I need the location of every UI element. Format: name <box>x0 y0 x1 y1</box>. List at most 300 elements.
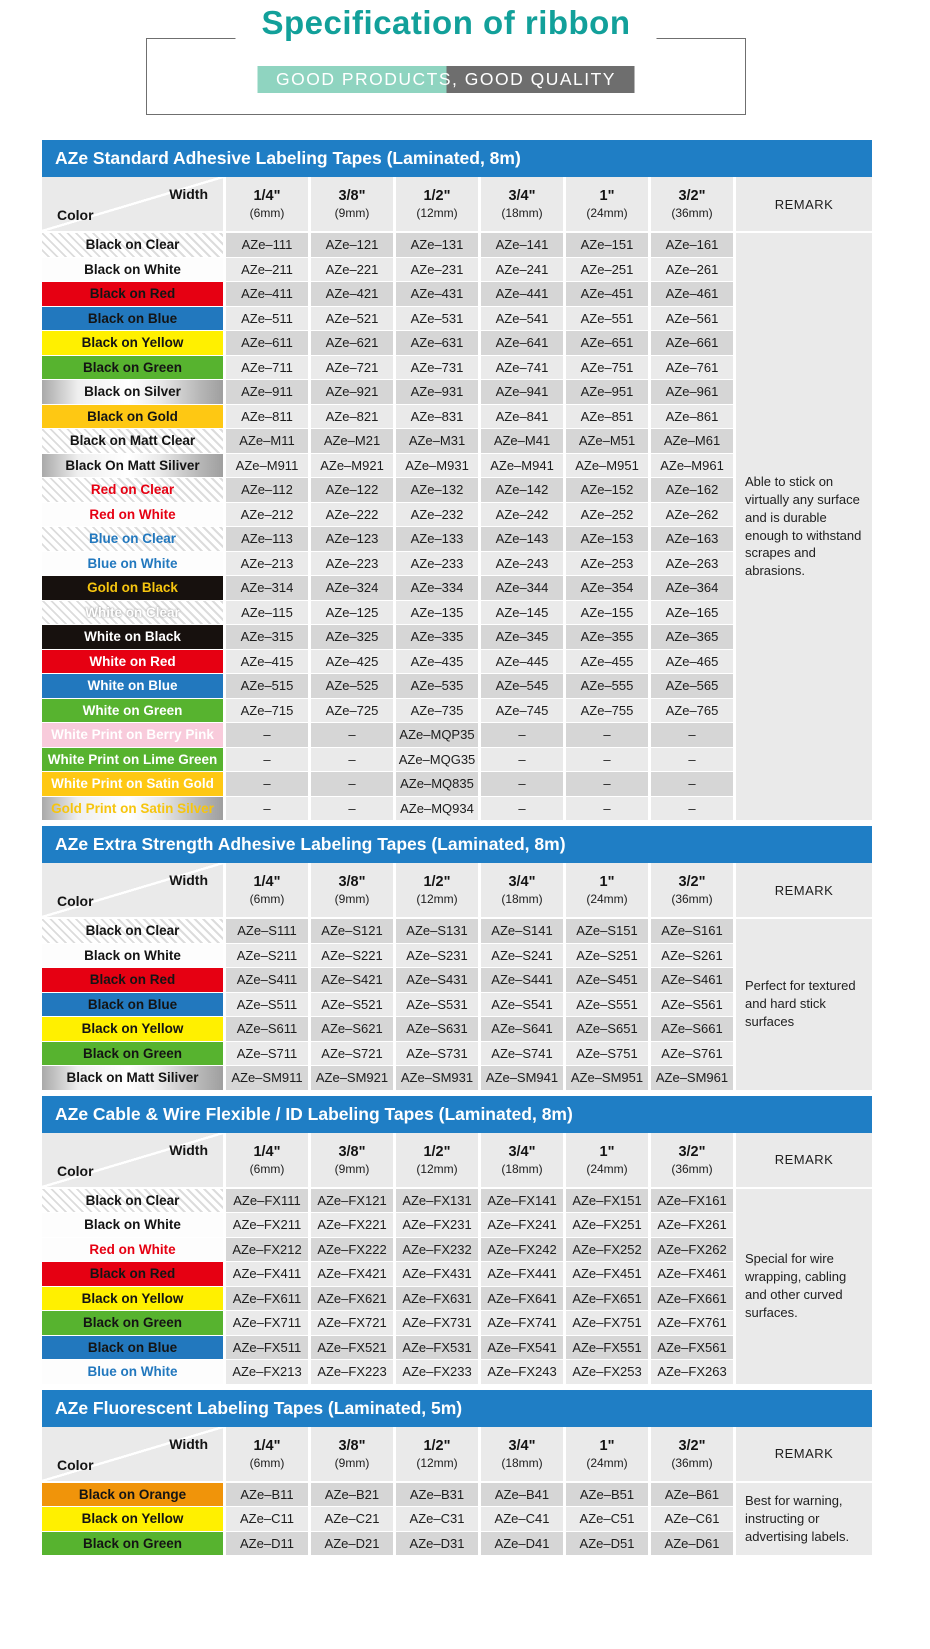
column-header-row <box>42 1133 733 1187</box>
code-cell: AZe–545 <box>481 674 563 698</box>
code-cell: AZe–FX233 <box>396 1360 478 1384</box>
code-cell: AZe–FX232 <box>396 1238 478 1262</box>
table-left <box>42 1427 733 1556</box>
code-cell: AZe–761 <box>651 356 733 380</box>
color-label-cell: Blue on Clear <box>42 527 223 551</box>
code-cell: AZe–FX161 <box>651 1189 733 1213</box>
code-cell: AZe–MQ835 <box>396 772 478 796</box>
code-cell: AZe–FX511 <box>226 1336 308 1360</box>
code-cell: AZe–421 <box>311 282 393 306</box>
code-cell: AZe–S421 <box>311 968 393 992</box>
code-cell: – <box>651 748 733 772</box>
code-cell: AZe–FX621 <box>311 1287 393 1311</box>
color-label-cell: Red on White <box>42 503 223 527</box>
remark-column <box>736 1133 872 1384</box>
code-cell: AZe–FX411 <box>226 1262 308 1286</box>
color-label-cell: Black on Yellow <box>42 1507 223 1531</box>
code-cell: AZe–SM941 <box>481 1066 563 1090</box>
code-cell: AZe–152 <box>566 478 648 502</box>
width-inch: 3/8" <box>338 188 366 204</box>
column-header-row <box>42 177 733 231</box>
code-cell: – <box>311 748 393 772</box>
code-cell: AZe–751 <box>566 356 648 380</box>
code-cell: AZe–S461 <box>651 968 733 992</box>
table-row <box>42 282 733 306</box>
code-cell: AZe–C51 <box>566 1507 648 1531</box>
width-header-cell <box>566 863 648 917</box>
code-cell: AZe–D41 <box>481 1532 563 1556</box>
color-label-cell: Black on Silver <box>42 380 223 404</box>
code-cell: AZe–M31 <box>396 429 478 453</box>
code-cell: – <box>311 797 393 821</box>
code-cell: AZe–S131 <box>396 919 478 943</box>
code-cell: AZe–B11 <box>226 1483 308 1507</box>
code-cell: AZe–B41 <box>481 1483 563 1507</box>
code-cell: AZe–FX551 <box>566 1336 648 1360</box>
color-label-cell: Gold Print on Satin Silver <box>42 797 223 821</box>
code-cell: AZe–S121 <box>311 919 393 943</box>
color-label: Color <box>57 1456 94 1473</box>
code-cell: AZe–FX611 <box>226 1287 308 1311</box>
code-cell: AZe–411 <box>226 282 308 306</box>
color-label-cell: Black on Clear <box>42 1189 223 1213</box>
width-inch: 1/2" <box>423 874 451 890</box>
code-cell: AZe–911 <box>226 380 308 404</box>
table-row <box>42 1507 733 1531</box>
width-mm: (24mm) <box>586 892 628 906</box>
code-cell: – <box>651 772 733 796</box>
code-cell: AZe–233 <box>396 552 478 576</box>
code-cell: AZe–FX141 <box>481 1189 563 1213</box>
table-row <box>42 650 733 674</box>
width-inch: 3/2" <box>678 1437 706 1454</box>
code-cell: AZe–SM951 <box>566 1066 648 1090</box>
width-header-cell <box>566 1133 648 1187</box>
code-cell: AZe–445 <box>481 650 563 674</box>
table-row <box>42 503 733 527</box>
column-header-row <box>42 863 733 917</box>
code-cell: AZe–FX231 <box>396 1213 478 1237</box>
code-cell: AZe–FX222 <box>311 1238 393 1262</box>
table-row <box>42 552 733 576</box>
color-label-cell: Black on Red <box>42 1262 223 1286</box>
table-row <box>42 699 733 723</box>
code-cell: AZe–451 <box>566 282 648 306</box>
code-cell: AZe–651 <box>566 331 648 355</box>
code-cell: AZe–364 <box>651 576 733 600</box>
code-cell: – <box>226 723 308 747</box>
width-mm: (18mm) <box>501 1161 543 1176</box>
width-inch: 1" <box>599 1437 615 1454</box>
code-cell: AZe–MQP35 <box>396 723 478 747</box>
color-label: Color <box>57 893 94 909</box>
width-mm: (18mm) <box>501 206 543 220</box>
code-cell: AZe–223 <box>311 552 393 576</box>
width-mm: (6mm) <box>249 1455 285 1470</box>
table-row <box>42 944 733 968</box>
code-cell: AZe–735 <box>396 699 478 723</box>
remark-header-cell: REMARK <box>736 1133 872 1187</box>
color-label: Color <box>57 207 94 223</box>
color-label-cell: Black on Blue <box>42 993 223 1017</box>
width-inch: 1/4" <box>253 188 281 204</box>
code-cell: AZe–S641 <box>481 1017 563 1041</box>
code-cell: AZe–M921 <box>311 454 393 478</box>
width-header-cell <box>651 177 733 231</box>
code-cell: – <box>226 748 308 772</box>
code-cell: AZe–745 <box>481 699 563 723</box>
code-cell: AZe–851 <box>566 405 648 429</box>
code-cell: AZe–132 <box>396 478 478 502</box>
code-cell: AZe–125 <box>311 601 393 625</box>
width-mm: (18mm) <box>501 1455 543 1470</box>
banner-text: GOOD PRODUCTS, GOOD QUALITY <box>276 69 616 89</box>
code-cell: AZe–D51 <box>566 1532 648 1556</box>
table-row <box>42 723 733 747</box>
code-cell: AZe–253 <box>566 552 648 576</box>
width-header-cell <box>566 177 648 231</box>
width-mm: (18mm) <box>501 892 543 906</box>
color-label-cell: Red on Clear <box>42 478 223 502</box>
remark-column <box>736 177 872 820</box>
code-cell: AZe–S631 <box>396 1017 478 1041</box>
code-cell: AZe–525 <box>311 674 393 698</box>
code-cell: AZe–S451 <box>566 968 648 992</box>
color-label-cell: White Print on Satin Gold <box>42 772 223 796</box>
code-cell: AZe–FX541 <box>481 1336 563 1360</box>
table-left <box>42 1133 733 1384</box>
code-cell: AZe–MQG35 <box>396 748 478 772</box>
code-cell: AZe–FX731 <box>396 1311 478 1335</box>
code-cell: – <box>566 772 648 796</box>
width-mm: (12mm) <box>416 892 458 906</box>
code-cell: AZe–FX241 <box>481 1213 563 1237</box>
code-cell: AZe–213 <box>226 552 308 576</box>
width-mm: (9mm) <box>334 1161 370 1176</box>
code-cell: AZe–314 <box>226 576 308 600</box>
table-grid <box>42 863 872 1090</box>
code-cell: AZe–111 <box>226 233 308 257</box>
color-label-cell: White on Black <box>42 625 223 649</box>
code-cell: AZe–725 <box>311 699 393 723</box>
spec-table <box>42 1390 872 1556</box>
code-cell: AZe–FX213 <box>226 1360 308 1384</box>
code-cell: AZe–M21 <box>311 429 393 453</box>
code-cell: AZe–861 <box>651 405 733 429</box>
spec-table <box>42 826 872 1090</box>
table-grid <box>42 1133 872 1384</box>
code-cell: – <box>481 797 563 821</box>
code-cell: AZe–715 <box>226 699 308 723</box>
code-cell: AZe–C61 <box>651 1507 733 1531</box>
code-cell: AZe–131 <box>396 233 478 257</box>
width-inch: 1" <box>599 1143 615 1160</box>
table-row <box>42 968 733 992</box>
code-cell: AZe–415 <box>226 650 308 674</box>
color-label-cell: Black on Clear <box>42 919 223 943</box>
code-cell: AZe–B51 <box>566 1483 648 1507</box>
width-mm: (36mm) <box>671 206 713 220</box>
table-row <box>42 1483 733 1507</box>
color-label-cell: Blue on White <box>42 1360 223 1384</box>
code-cell: AZe–FX741 <box>481 1311 563 1335</box>
width-inch: 1/2" <box>423 1143 451 1160</box>
width-mm: (9mm) <box>334 206 370 220</box>
code-cell: AZe–731 <box>396 356 478 380</box>
code-cell: AZe–S431 <box>396 968 478 992</box>
code-cell: – <box>481 748 563 772</box>
width-mm: (12mm) <box>416 1161 458 1176</box>
code-cell: AZe–S151 <box>566 919 648 943</box>
width-header-cell <box>226 863 308 917</box>
code-cell: AZe–122 <box>311 478 393 502</box>
code-cell: AZe–153 <box>566 527 648 551</box>
tables <box>42 140 872 1555</box>
code-cell: AZe–S661 <box>651 1017 733 1041</box>
code-cell: AZe–S221 <box>311 944 393 968</box>
table-row <box>42 993 733 1017</box>
code-cell: AZe–565 <box>651 674 733 698</box>
code-cell: AZe–431 <box>396 282 478 306</box>
table-row <box>42 429 733 453</box>
code-cell: AZe–541 <box>481 307 563 331</box>
code-cell: AZe–FX252 <box>566 1238 648 1262</box>
remark-text: Able to stick on virtually any surface and is durable enough to withstand scrapes and abrasions. <box>736 233 872 820</box>
code-cell: AZe–FX221 <box>311 1213 393 1237</box>
code-cell: AZe–FX721 <box>311 1311 393 1335</box>
code-cell: AZe–755 <box>566 699 648 723</box>
color-label-cell: Black On Matt Siliver <box>42 454 223 478</box>
width-header-cell <box>566 1427 648 1481</box>
width-mm: (24mm) <box>586 1161 628 1176</box>
code-cell: AZe–711 <box>226 356 308 380</box>
code-cell: AZe–435 <box>396 650 478 674</box>
remark-text: Best for warning, instructing or advertising labels. <box>736 1483 872 1556</box>
code-cell: AZe–112 <box>226 478 308 502</box>
code-cell: AZe–741 <box>481 356 563 380</box>
code-cell: AZe–FX451 <box>566 1262 648 1286</box>
code-cell: – <box>566 797 648 821</box>
code-cell: AZe–B31 <box>396 1483 478 1507</box>
code-cell: AZe–FX251 <box>566 1213 648 1237</box>
code-cell: AZe–S721 <box>311 1042 393 1066</box>
code-cell: AZe–831 <box>396 405 478 429</box>
color-label-cell: Blue on White <box>42 552 223 576</box>
code-cell: AZe–535 <box>396 674 478 698</box>
table-row <box>42 625 733 649</box>
table-body <box>42 919 733 1090</box>
page-header <box>0 0 930 140</box>
width-mm: (9mm) <box>334 892 370 906</box>
width-header-cell <box>651 1427 733 1481</box>
code-cell: AZe–FX751 <box>566 1311 648 1335</box>
code-cell: AZe–FX631 <box>396 1287 478 1311</box>
code-cell: AZe–123 <box>311 527 393 551</box>
width-header-cell <box>311 1427 393 1481</box>
table-row <box>42 576 733 600</box>
table-body <box>42 1483 733 1556</box>
code-cell: AZe–FX651 <box>566 1287 648 1311</box>
color-label-cell: Black on Blue <box>42 1336 223 1360</box>
code-cell: AZe–425 <box>311 650 393 674</box>
remark-column <box>736 1427 872 1556</box>
code-cell: AZe–FX711 <box>226 1311 308 1335</box>
code-cell: AZe–521 <box>311 307 393 331</box>
code-cell: AZe–252 <box>566 503 648 527</box>
width-header-cell <box>311 177 393 231</box>
code-cell: AZe–461 <box>651 282 733 306</box>
code-cell: AZe–S161 <box>651 919 733 943</box>
code-cell: AZe–135 <box>396 601 478 625</box>
code-cell: AZe–142 <box>481 478 563 502</box>
width-mm: (9mm) <box>334 1455 370 1470</box>
code-cell: AZe–S211 <box>226 944 308 968</box>
width-inch: 1/4" <box>253 1437 281 1454</box>
code-cell: AZe–263 <box>651 552 733 576</box>
code-cell: AZe–C21 <box>311 1507 393 1531</box>
code-cell: AZe–641 <box>481 331 563 355</box>
width-color-corner-cell <box>42 1427 223 1481</box>
code-cell: AZe–S731 <box>396 1042 478 1066</box>
code-cell: AZe–325 <box>311 625 393 649</box>
code-cell: AZe–113 <box>226 527 308 551</box>
color-label-cell: Black on Blue <box>42 307 223 331</box>
code-cell: AZe–FX121 <box>311 1189 393 1213</box>
width-header-cell <box>481 863 563 917</box>
width-header-cell <box>651 863 733 917</box>
table-row <box>42 307 733 331</box>
code-cell: AZe–M941 <box>481 454 563 478</box>
code-cell: AZe–841 <box>481 405 563 429</box>
code-cell: AZe–D11 <box>226 1532 308 1556</box>
code-cell: AZe–S741 <box>481 1042 563 1066</box>
table-row <box>42 331 733 355</box>
width-label: Width <box>169 186 208 202</box>
code-cell: – <box>651 797 733 821</box>
color-label-cell: Black on Red <box>42 968 223 992</box>
code-cell: AZe–S251 <box>566 944 648 968</box>
table-row <box>42 1311 733 1335</box>
color-label-cell: White on Blue <box>42 674 223 698</box>
code-cell: AZe–FX561 <box>651 1336 733 1360</box>
width-inch: 1/2" <box>423 188 451 204</box>
code-cell: AZe–344 <box>481 576 563 600</box>
code-cell: AZe–145 <box>481 601 563 625</box>
code-cell: AZe–FX761 <box>651 1311 733 1335</box>
code-cell: AZe–S561 <box>651 993 733 1017</box>
width-inch: 3/2" <box>678 188 706 204</box>
color-label-cell: Black on White <box>42 1213 223 1237</box>
code-cell: AZe–354 <box>566 576 648 600</box>
width-mm: (12mm) <box>416 206 458 220</box>
width-mm: (24mm) <box>586 206 628 220</box>
width-inch: 1/2" <box>423 1437 451 1454</box>
color-label-cell: Black on Clear <box>42 233 223 257</box>
table-row <box>42 258 733 282</box>
code-cell: AZe–143 <box>481 527 563 551</box>
table-row <box>42 405 733 429</box>
code-cell: AZe–FX262 <box>651 1238 733 1262</box>
width-mm: (6mm) <box>249 892 285 906</box>
code-cell: AZe–121 <box>311 233 393 257</box>
code-cell: AZe–231 <box>396 258 478 282</box>
color-label-cell: Black on Yellow <box>42 1017 223 1041</box>
code-cell: AZe–FX431 <box>396 1262 478 1286</box>
color-label-cell: Black on White <box>42 258 223 282</box>
code-cell: AZe–M911 <box>226 454 308 478</box>
width-inch: 3/8" <box>338 1437 366 1454</box>
width-label: Width <box>169 1141 208 1158</box>
width-inch: 3/2" <box>678 874 706 890</box>
table-title: AZe Fluorescent Labeling Tapes (Laminated, 5m) <box>42 1390 872 1427</box>
code-cell: – <box>226 797 308 821</box>
table-row <box>42 1532 733 1556</box>
code-cell: AZe–721 <box>311 356 393 380</box>
code-cell: AZe–D21 <box>311 1532 393 1556</box>
code-cell: AZe–S411 <box>226 968 308 992</box>
code-cell: AZe–161 <box>651 233 733 257</box>
code-cell: AZe–262 <box>651 503 733 527</box>
code-cell: AZe–FX461 <box>651 1262 733 1286</box>
code-cell: AZe–S751 <box>566 1042 648 1066</box>
code-cell: AZe–C11 <box>226 1507 308 1531</box>
table-row <box>42 919 733 943</box>
color-label-cell: Black on Green <box>42 356 223 380</box>
width-header-cell <box>396 1427 478 1481</box>
code-cell: AZe–162 <box>651 478 733 502</box>
code-cell: AZe–611 <box>226 331 308 355</box>
color-label-cell: White Print on Berry Pink <box>42 723 223 747</box>
code-cell: AZe–B21 <box>311 1483 393 1507</box>
table-row <box>42 454 733 478</box>
width-mm: (6mm) <box>249 206 285 220</box>
code-cell: AZe–115 <box>226 601 308 625</box>
width-inch: 1/4" <box>253 874 281 890</box>
width-color-corner-cell <box>42 1133 223 1187</box>
code-cell: AZe–FX661 <box>651 1287 733 1311</box>
color-label-cell: Black on Matt Siliver <box>42 1066 223 1090</box>
code-cell: AZe–SM931 <box>396 1066 478 1090</box>
table-row <box>42 233 733 257</box>
code-cell: AZe–941 <box>481 380 563 404</box>
code-cell: AZe–531 <box>396 307 478 331</box>
code-cell: AZe–S711 <box>226 1042 308 1066</box>
table-body <box>42 1189 733 1384</box>
code-cell: AZe–SM961 <box>651 1066 733 1090</box>
code-cell: AZe–241 <box>481 258 563 282</box>
code-cell: AZe–441 <box>481 282 563 306</box>
table-row <box>42 1360 733 1384</box>
code-cell: AZe–155 <box>566 601 648 625</box>
code-cell: AZe–765 <box>651 699 733 723</box>
code-cell: – <box>566 748 648 772</box>
code-cell: AZe–555 <box>566 674 648 698</box>
code-cell: – <box>311 772 393 796</box>
color-label-cell: White on Green <box>42 699 223 723</box>
color-label-cell: White Print on Lime Green <box>42 748 223 772</box>
page-title: Specification of ribbon <box>235 4 656 42</box>
code-cell: AZe–243 <box>481 552 563 576</box>
code-cell: AZe–S231 <box>396 944 478 968</box>
code-cell: AZe–FX421 <box>311 1262 393 1286</box>
code-cell: AZe–261 <box>651 258 733 282</box>
table-row <box>42 1336 733 1360</box>
code-cell: – <box>651 723 733 747</box>
code-cell: AZe–B61 <box>651 1483 733 1507</box>
width-header-cell <box>396 1133 478 1187</box>
code-cell: – <box>481 772 563 796</box>
width-label: Width <box>169 872 208 888</box>
